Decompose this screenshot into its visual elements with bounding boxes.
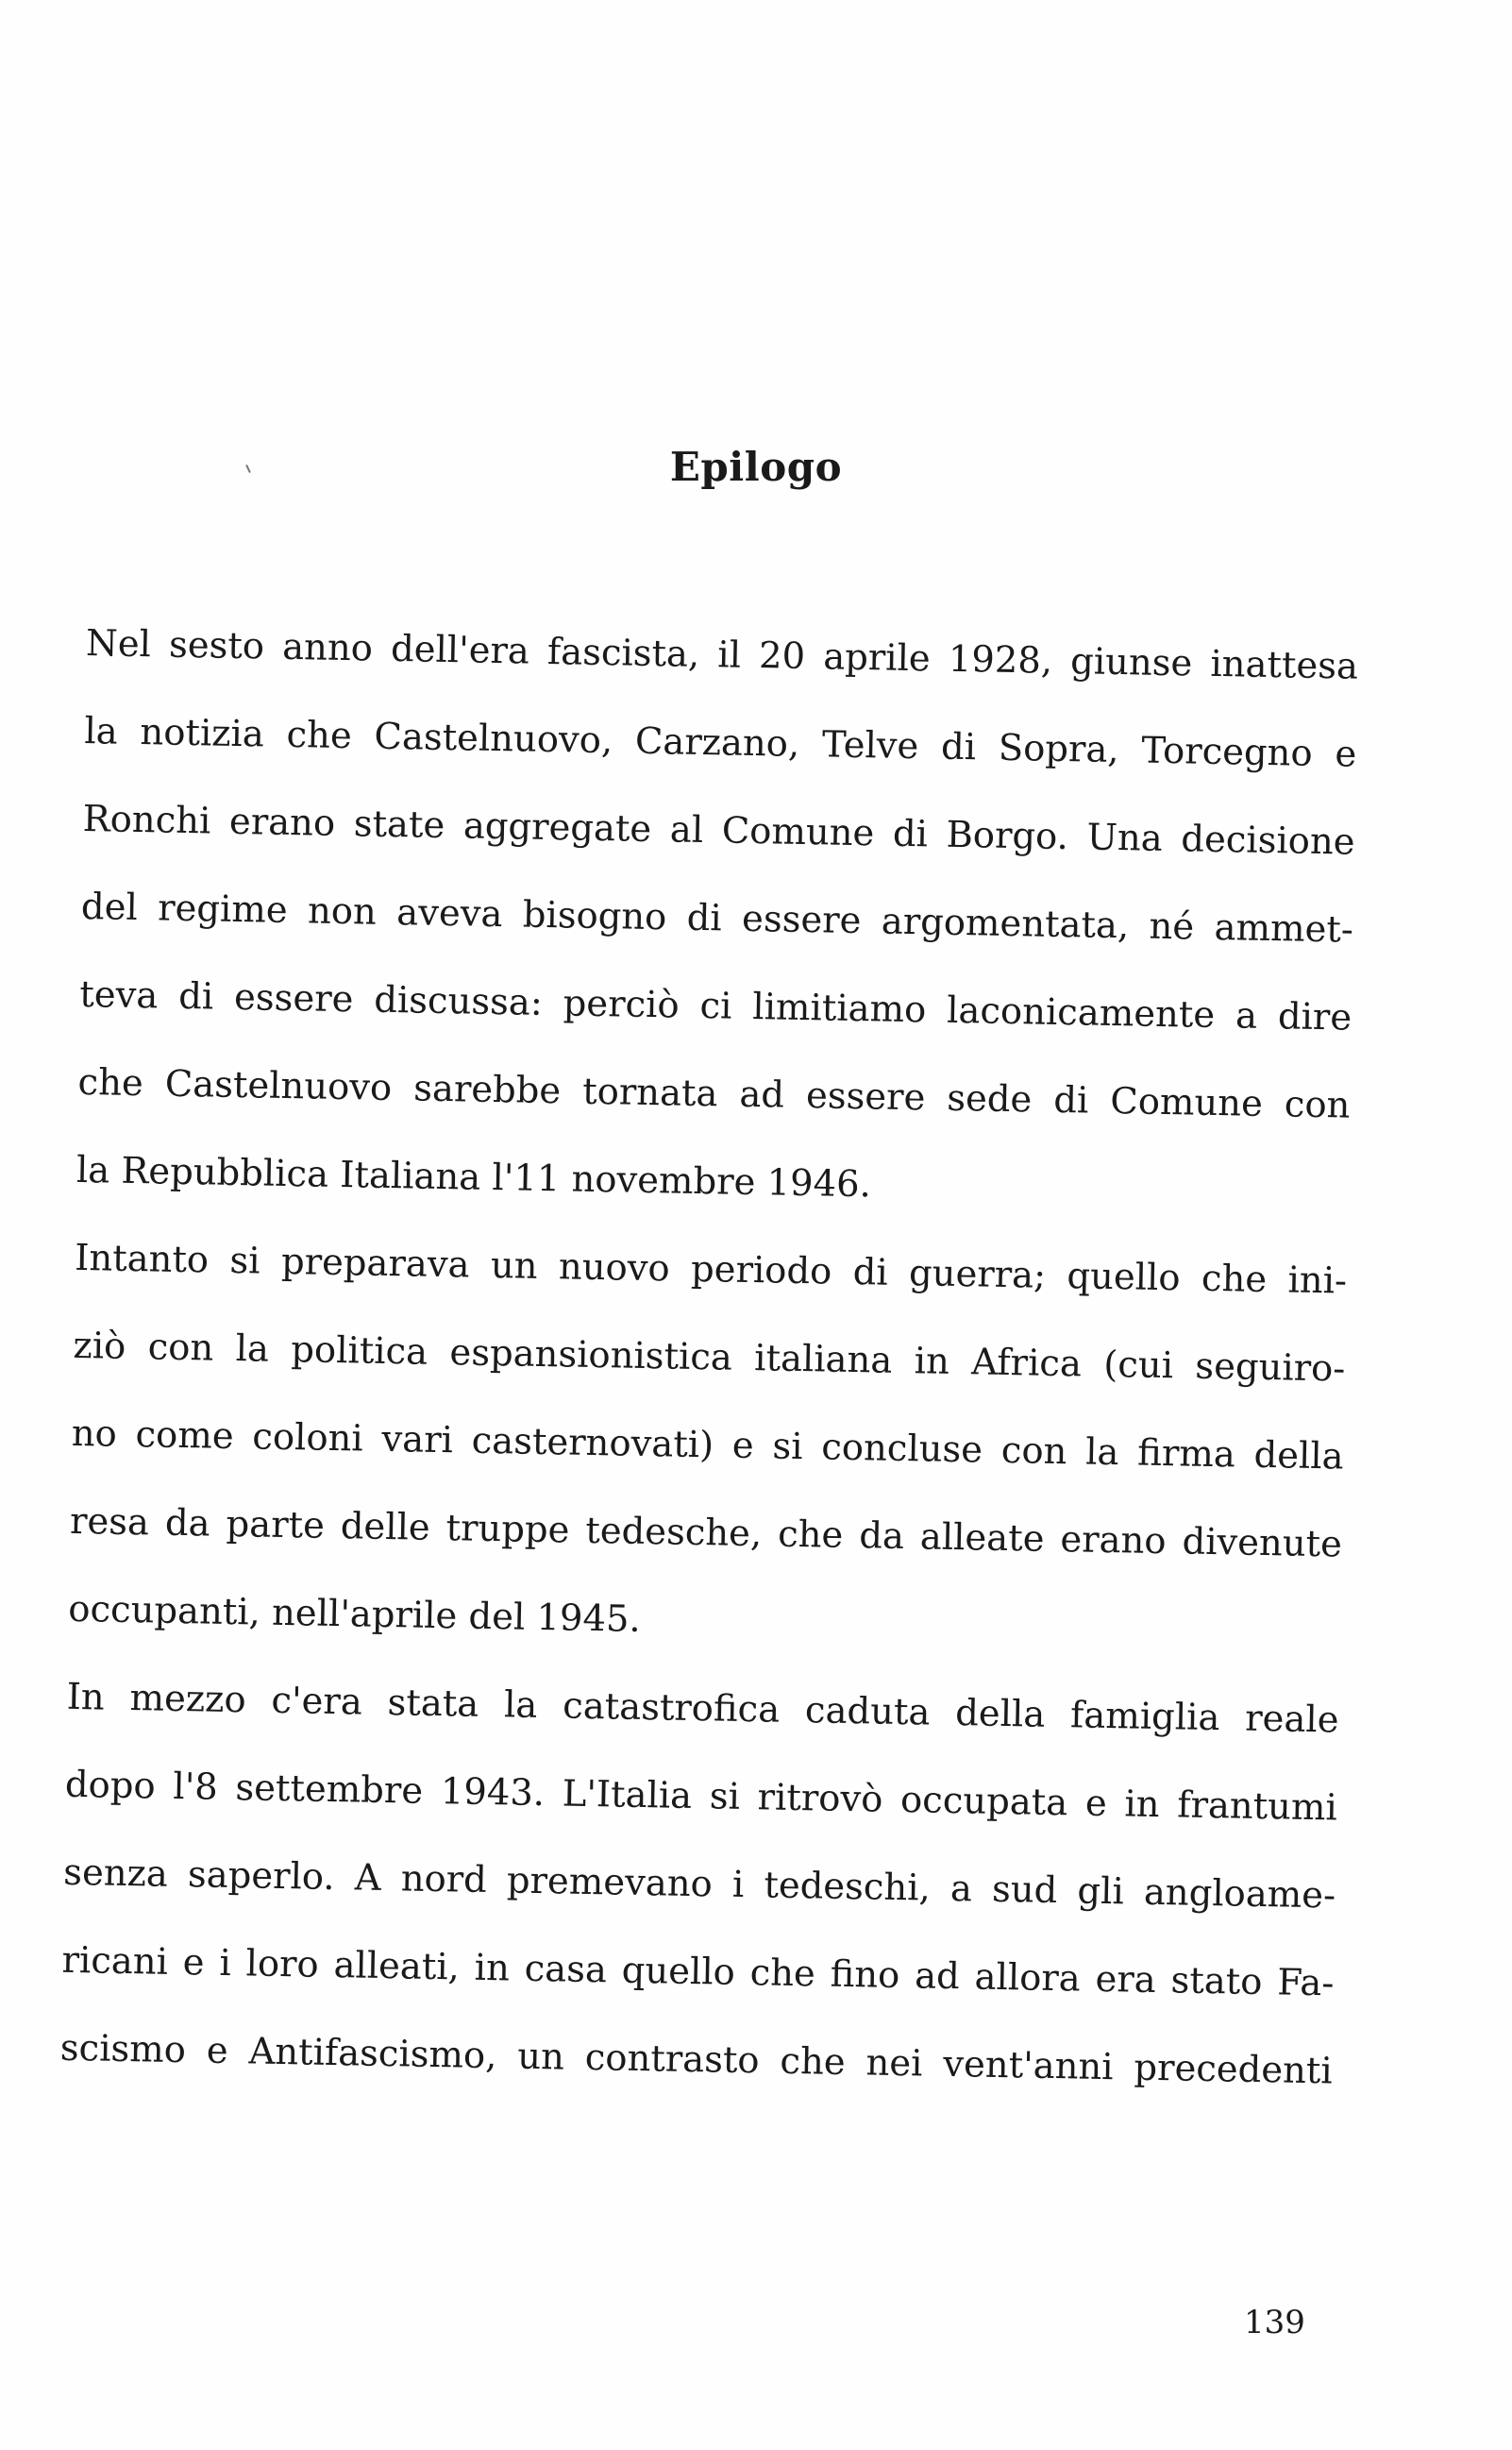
text-line: la Repubblica Italiana l'11 novembre 1946. xyxy=(76,1148,872,1207)
text-line: Ronchi erano state aggregate al Comune di Borgo. Una decisione xyxy=(82,797,1355,864)
text-line: scismo e Antifascismo, un contrasto che nei vent'anni precedenti xyxy=(59,2026,1334,2093)
text-line: no come coloni vari casternovati) e si concluse con la firma della xyxy=(71,1411,1344,1478)
body-text xyxy=(59,600,1359,2115)
text-line: che Castelnuovo sarebbe tornata ad essere sede di Comune con xyxy=(77,1060,1351,1127)
text-line: la notizia che Castelnuovo, Carzano, Telve di Sopra, Torcegno e xyxy=(84,709,1357,776)
text-line: del regime non aveva bisogno di essere argomentata, né ammet- xyxy=(80,885,1354,952)
text-line: In mezzo c'era stata la catastrofica caduta della famiglia reale xyxy=(66,1675,1339,1742)
page-number: 139 xyxy=(1244,2304,1305,2341)
text-line: Intanto si preparava un nuovo periodo di guerra; quello che ini- xyxy=(74,1236,1348,1303)
text-line: resa da parte delle truppe tedesche, che da alleate erano divenute xyxy=(69,1499,1343,1566)
text-line: ziò con la politica espansionistica italiana in Africa (cui seguiro- xyxy=(73,1324,1346,1391)
text-line: Nel sesto anno dell'era fascista, il 20 aprile 1928, giunse inattesa xyxy=(85,621,1359,688)
text-line: senza saperlo. A nord premevano i tedeschi, a sud gli angloame- xyxy=(62,1850,1336,1918)
text-line: dopo l'8 settembre 1943. L'Italia si ritrovò occupata e in frantumi xyxy=(64,1763,1338,1830)
text-line: teva di essere discussa: perciò ci limitiamo laconicamente a dire xyxy=(78,972,1352,1039)
chapter-title: Epilogo xyxy=(669,444,843,490)
text-line: occupanti, nell'aprile del 1945. xyxy=(67,1587,642,1641)
text-line: ricani e i loro alleati, in casa quello che fino ad allora era stato Fa- xyxy=(61,1938,1335,2005)
